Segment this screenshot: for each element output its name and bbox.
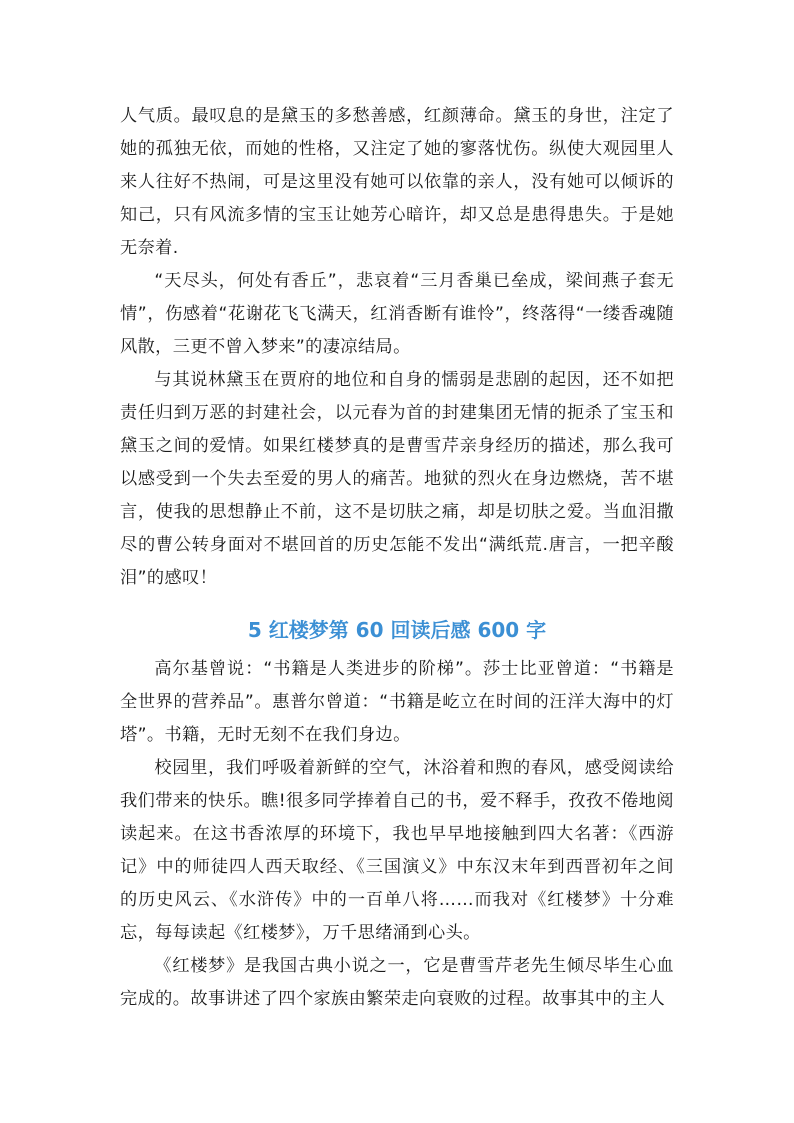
document-page [120,100,674,1016]
paragraph-tragedy-cause: 与其说林黛玉在贾府的地位和自身的懦弱是悲剧的起因，还不如把责任归到万恶的封建社会，以元春为首的封建集团无情的扼杀了宝玉和黛玉之间的爱情。如果红楼梦真的是曹雪芹亲身经历的描述，那么我可以感受到一个失去至爱的男人的痛苦。地狱的烈火在身边燃烧，苦不堪言，使我的思想静止不前，这不是切肤之痛，却是切肤之爱。当血泪撒尽的曹公转身面对不堪回首的历史怎能不发出“满纸荒.唐言，一把辛酸泪”的感叹！ [120,370,674,588]
paragraph-continuation: 人气质。最叹息的是黛玉的多愁善感，红颜薄命。黛玉的身世，注定了她的孤独无依，而她的性格，又注定了她的寥落忧伤。纵使大观园里人来人往好不热闹，可是这里没有她可以依靠的亲人，没有她可以倾诉的知己，只有风流多情的宝玉让她芳心暗许，却又总是患得患失。于是她无奈着. [120,106,674,258]
paragraph-campus-reading: 校园里，我们呼吸着新鲜的空气，沐浴着和煦的春风，感受阅读给我们带来的快乐。瞧!很多同学捧着自己的书，爱不释手，孜孜不倦地阅读起来。在这书香浓厚的环境下，我也早早地接触到四大名著：《西游记》中的师徒四人西天取经、《三国演义》中东汉末年到西晋初年之间的历史风云、《水浒传》中的一百单八将……而我对《红楼梦》十分难忘，每每读起《红楼梦》，万千思绪涌到心头。 [120,758,674,943]
section-heading: 5 红楼梦第 60 回读后感 600 字 [247,618,547,642]
paragraph-novel-intro: 《红楼梦》是我国古典小说之一，它是曹雪芹老先生倾尽毕生心血完成的。故事讲述了四个家族由繁荣走向衰败的过程。故事其中的主人 [120,956,674,1009]
paragraph-poem-quotes: “天尽头，何处有香丘”，悲哀着“三月香巢已垒成，梁间燕子套无情”，伤感着“花谢花飞飞满天，红消香断有谁怜”，终落得“一缕香魂随风散，三更不曾入梦来”的凄凉结局。 [120,271,674,357]
paragraph-book-quotes: 高尔基曾说：“书籍是人类进步的阶梯”。莎士比亚曾道：“书籍是全世界的营养品”。惠普尔曾道：“书籍是屹立在时间的汪洋大海中的灯塔”。书籍，无时无刻不在我们身边。 [120,659,674,745]
